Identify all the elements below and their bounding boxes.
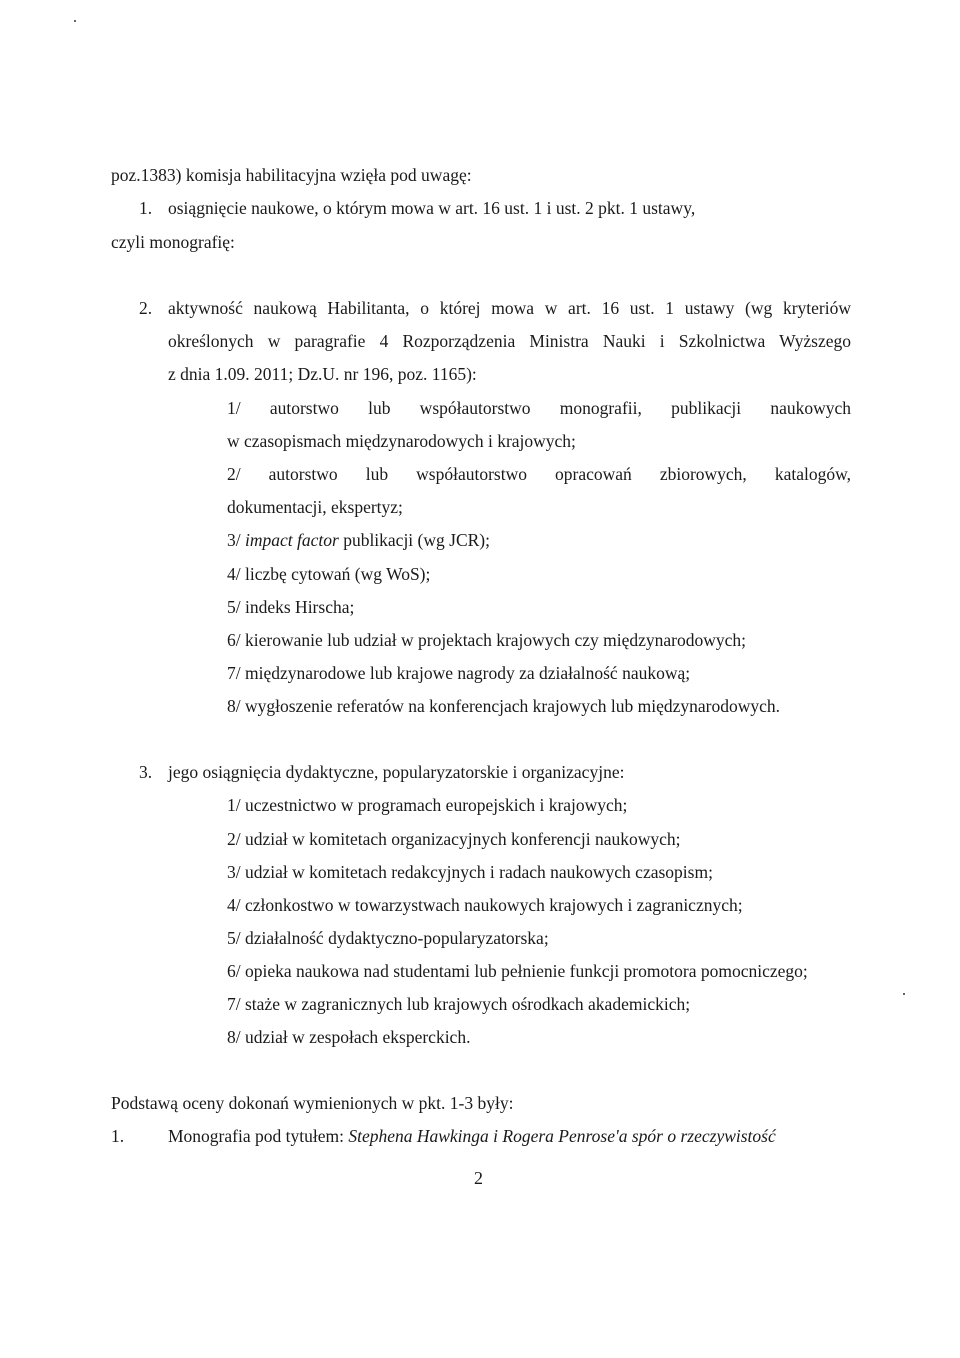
page-number: 2 xyxy=(474,1168,483,1188)
item-2-sub-3-italic: impact factor xyxy=(245,530,339,550)
item-1-line-1: osiągnięcie naukowe, o którym mowa w art. 16 ust. 1 i ust. 2 pkt. 1 ustawy, xyxy=(168,198,696,218)
item-2-sub-1-line-1: 1/ autorstwo lub współautorstwo monografii, publikacji naukowych xyxy=(227,398,851,418)
item-3-sub-5: 5/ działalność dydaktyczno-popularyzatorska; xyxy=(227,928,549,948)
basis-item-line xyxy=(168,1125,776,1147)
item-3-sub-6: 6/ opieka naukowa nad studentami lub pełnienie funkcji promotora pomocniczego; xyxy=(227,961,808,981)
item-2-sub-5: 5/ indeks Hirscha; xyxy=(227,597,355,617)
item-3-sub-2: 2/ udział w komitetach organizacyjnych konferencji naukowych; xyxy=(227,829,681,849)
item-2-sub-6: 6/ kierowanie lub udział w projektach krajowych czy międzynarodowych; xyxy=(227,630,746,650)
item-3-number: 3. xyxy=(139,762,153,782)
intro-line: poz.1383) komisja habilitacyjna wzięła pod uwagę: xyxy=(111,165,472,185)
item-2-line-1: aktywność naukową Habilitanta, o której mowa w art. 16 ust. 1 ustawy (wg kryteriów xyxy=(168,298,851,318)
scan-speck xyxy=(903,993,905,995)
item-3-sub-7: 7/ staże w zagranicznych lub krajowych ośrodkach akademickich; xyxy=(227,994,691,1014)
basis-item-number: 1. xyxy=(111,1126,125,1146)
scan-speck xyxy=(74,20,76,22)
item-2-sub-8: 8/ wygłoszenie referatów na konferencjach krajowych lub międzynarodowych. xyxy=(227,696,780,716)
item-2-sub-2-line-2: dokumentacji, ekspertyz; xyxy=(227,497,403,517)
basis-item-prefix: Monografia pod tytułem: xyxy=(168,1126,349,1146)
item-2-line-3: z dnia 1.09. 2011; Dz.U. nr 196, poz. 1165): xyxy=(168,364,477,384)
item-2-sub-3-prefix: 3/ xyxy=(227,530,245,550)
item-2-number: 2. xyxy=(139,298,153,318)
item-3-sub-4: 4/ członkostwo w towarzystwach naukowych krajowych i zagranicznych; xyxy=(227,895,743,915)
item-2-sub-2-line-1: 2/ autorstwo lub współautorstwo opracowań zbiorowych, katalogów, xyxy=(227,464,851,484)
item-2-line-2: określonych w paragrafie 4 Rozporządzenia Ministra Nauki i Szkolnictwa Wyższego xyxy=(168,331,851,351)
item-2-sub-1-line-2: w czasopismach międzynarodowych i krajowych; xyxy=(227,431,576,451)
item-3-sub-3: 3/ udział w komitetach redakcyjnych i radach naukowych czasopism; xyxy=(227,862,713,882)
item-3-sub-8: 8/ udział w zespołach eksperckich. xyxy=(227,1027,471,1047)
item-2-sub-4: 4/ liczbę cytowań (wg WoS); xyxy=(227,564,431,584)
item-3-sub-1: 1/ uczestnictwo w programach europejskich i krajowych; xyxy=(227,795,628,815)
basis-item-title: Stephena Hawkinga i Rogera Penrose'a spór o rzeczywistość xyxy=(348,1126,776,1146)
item-1-number: 1. xyxy=(139,198,153,218)
basis-heading: Podstawą oceny dokonań wymienionych w pkt. 1-3 były: xyxy=(111,1093,514,1113)
item-2-sub-3 xyxy=(227,529,490,551)
item-2-sub-3-rest: publikacji (wg JCR); xyxy=(338,530,490,550)
item-3-line-1: jego osiągnięcia dydaktyczne, popularyzatorskie i organizacyjne: xyxy=(168,762,625,782)
item-2-sub-7: 7/ międzynarodowe lub krajowe nagrody za działalność naukową; xyxy=(227,663,691,683)
item-1-line-2: czyli monografię: xyxy=(111,232,235,252)
